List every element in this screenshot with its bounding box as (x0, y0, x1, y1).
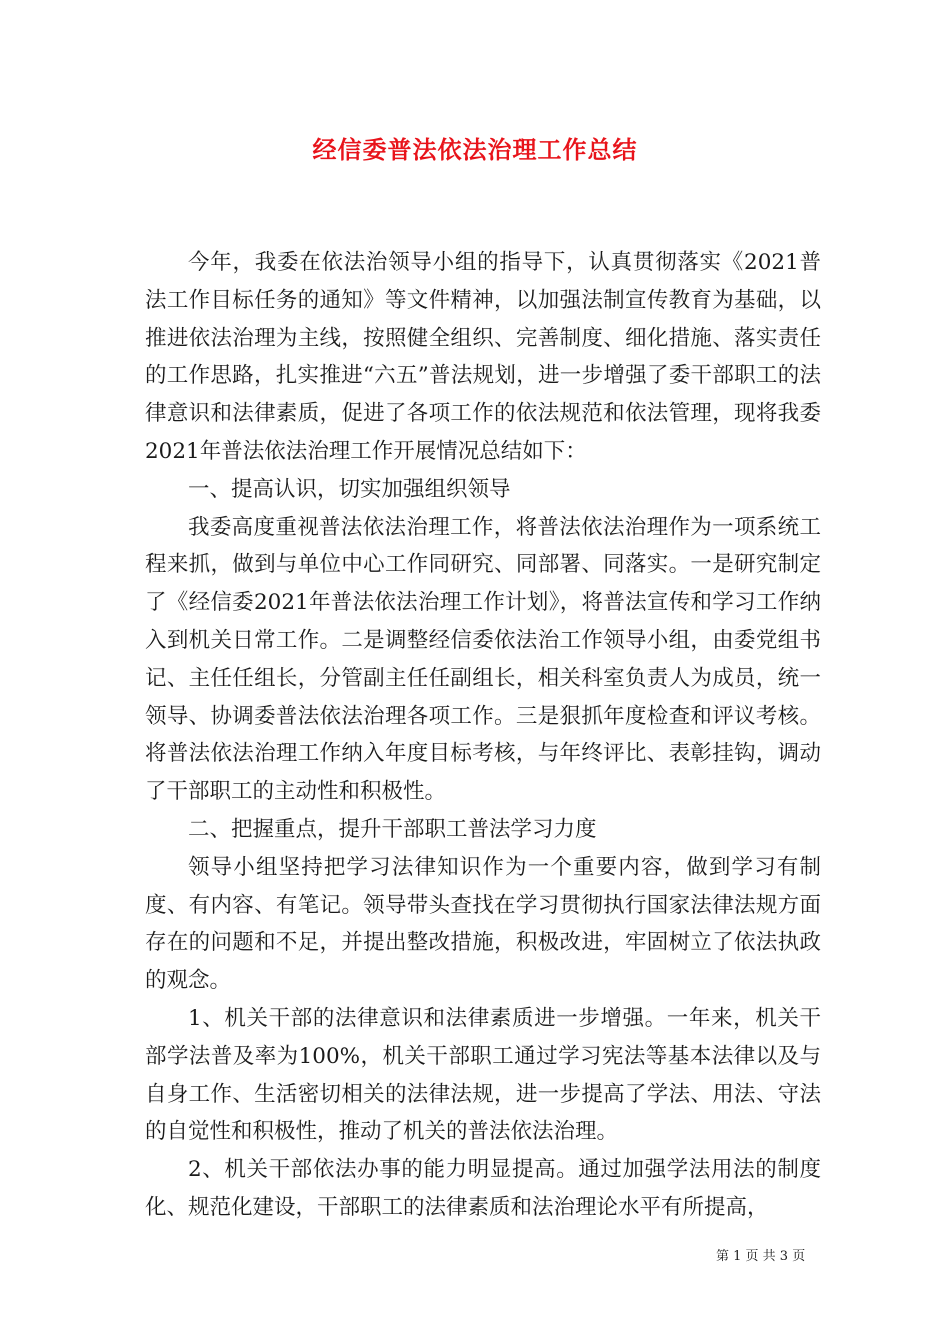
section-heading-1: 一、提高认识，切实加强组织领导 (188, 476, 511, 502)
paragraph-section-1: 我委高度重视普法依法治理工作，将普法依法治理作为一项系统工程来抓，做到与单位中心工作同研究、同部署、同落实。一是研究制定了《经信委2021年普法依法治理工作计划》，将普法宣传和学习工作纳入到机关日常工作。二是调整经信委依法治工作领导小组，由委党组书记、主任任组长，分管副主任任副组长，相关科室负责人为成员，统一领导、协调委普法依法治理各项工作。三是狠抓年度检查和评议考核。将普法依法治理工作纳入年度目标考核，与年终评比、表彰挂钩，调动了干部职工的主动性和积极性。 (145, 514, 821, 805)
document-title: 经信委普法依法治理工作总结 (312, 135, 638, 164)
paragraph-item-1: 1、机关干部的法律意识和法律素质进一步增强。一年来，机关干部学法普及率为100%，机关干部职工通过学习宪法等基本法律以及与自身工作、生活密切相关的法律法规，进一步提高了学法、用法、守法的自觉性和积极性，推动了机关的普法依法治理。 (145, 1005, 821, 1145)
paragraph-section-2: 领导小组坚持把学习法律知识作为一个重要内容，做到学习有制度、有内容、有笔记。领导带头查找在学习贯彻执行国家法律法规方面存在的问题和不足，并提出整改措施，积极改进，牢固树立了依法执政的观念。 (145, 854, 821, 994)
document-body (145, 244, 821, 1227)
section-heading-2: 二、把握重点，提升干部职工普法学习力度 (188, 816, 597, 842)
paragraph-intro: 今年，我委在依法治领导小组的指导下，认真贯彻落实《2021普法工作目标任务的通知》等文件精神，以加强法制宣传教育为基础，以推进依法治理为主线，按照健全组织、完善制度、细化措施、落实责任的工作思路，扎实推进“六五”普法规划，进一步增强了委干部职工的法律意识和法律素质，促进了各项工作的依法规范和依法管理，现将我委2021年普法依法治理工作开展情况总结如下： (145, 250, 821, 464)
page-indicator: 第 1 页 共 3 页 (716, 1249, 806, 1264)
paragraph-item-2: 2、机关干部依法办事的能力明显提高。通过加强学法用法的制度化、规范化建设，干部职工的法律素质和法治理论水平有所提高， (145, 1157, 821, 1220)
